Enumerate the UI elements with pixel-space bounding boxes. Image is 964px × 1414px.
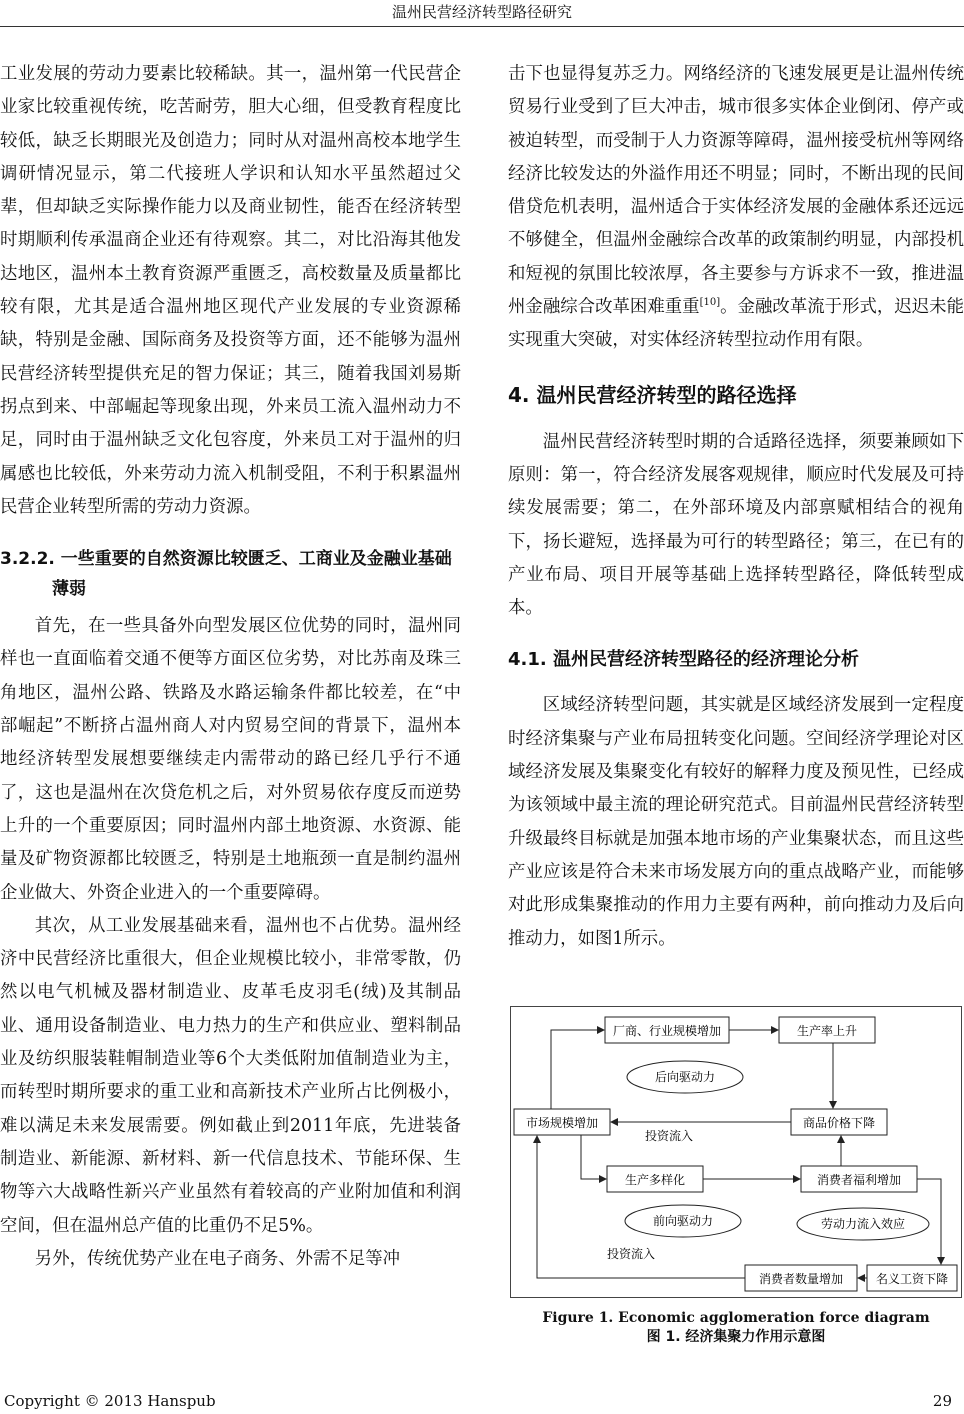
node-industry-scale xyxy=(605,1017,729,1043)
right-paragraph-2: 温州民营经济转型时期的合适路径选择，须要兼顾如下原则：第一，符合经济发展客观规律，顺应时代发展及可持续发展需要；第二，在外部环境及内部禀赋相结合的视角下，扬长避短，选择最为可行的转型路径；第三，在已有的产业布局、项目开展等基础上选择转型路径，降低转型成本。 xyxy=(508,431,964,619)
diagram-arrows xyxy=(537,1030,941,1278)
left-paragraph-3: 其次，从工业发展基础来看，温州也不占优势。温州经济中民营经济比重很大，但企业规模比较小，非常零散，仍然以电气机械及器材制造业、皮革毛皮羽毛(绒)及其制品业、通用设备制造业、电力热力的生产和供应业、塑料制品业及纺织服装鞋帽制造业等6个大类低附加值制造业为主，而转型时期所要求的重工业和高新技术产业所占比例极小，难以满足未来发展需要。例如截止到2011年底，先进装备制造业、新能源、新材料、新一代信息技术、节能环保、生物等六大战略性新兴产业虽然有着较高的产业附加值和利润空间，但在温州总产值的比重仍不足5%。 xyxy=(0,915,461,1236)
figure-caption-chinese: 图 1. 经济集聚力作用示意图 xyxy=(646,1329,826,1345)
svg-text:消费者福利增加: 消费者福利增加 xyxy=(816,1173,902,1187)
svg-text:消费者数量增加: 消费者数量增加 xyxy=(758,1272,844,1286)
svg-text:名义工资下降: 名义工资下降 xyxy=(875,1272,949,1286)
label-investment-inflow-2: 投资流入 xyxy=(606,1247,656,1261)
node-diversification xyxy=(607,1166,703,1192)
oval-forward-force xyxy=(625,1205,741,1237)
section-heading-3-2-2: 3.2.2. 一些重要的自然资源比较匮乏、工商业及金融业基础薄弱 xyxy=(0,549,452,600)
left-column xyxy=(0,58,461,1276)
left-paragraph-1: 工业发展的劳动力要素比较稀缺。其一，温州第一代民营企业家比较重视传统，吃苦耐劳，胆大心细，但受教育程度比较低，缺乏长期眼光及创造力；同时从对温州高校本地学生调研情况显示，第二代接班人学识和认知水平虽然超过父辈，但却缺乏实际操作能力以及商业韧性，能否在经济转型时期顺利传承温商企业还有待观察。其二，对比沿海其他发达地区，温州本土教育资源严重匮乏，高校数量及质量都比较有限，尤其是适合温州地区现代产业发展的专业资源稀缺，特别是金融、国际商务及投资等方面，还不能够为温州民营经济转型提供充足的智力保证；其三，随着我国刘易斯拐点到来、中部崛起等现象出现，外来员工流入温州动力不足，同时由于温州缺乏文化包容度，外来员工对于温州的归属感也比较低，外来劳动力流入机制受阻，不利于积累温州民营企业转型所需的劳动力资源。 xyxy=(0,64,461,517)
svg-text:前向驱动力: 前向驱动力 xyxy=(652,1214,714,1228)
right-paragraph-1-tail: 。金融改革流于形式，迟迟未能实现重大突破，对实体经济转型拉动作用有限。 xyxy=(508,297,964,351)
section-heading-4-1: 4.1. 温州民营经济转型路径的经济理论分析 xyxy=(508,649,859,671)
section-heading-4: 4. 温州民营经济转型的路径选择 xyxy=(508,382,797,407)
figure-1-frame xyxy=(510,1006,962,1298)
svg-text:市场规模增加: 市场规模增加 xyxy=(525,1116,599,1130)
node-market-scale xyxy=(514,1109,610,1135)
header-rule xyxy=(0,26,964,27)
node-consumer-count xyxy=(745,1265,857,1291)
node-productivity xyxy=(779,1017,875,1043)
right-paragraph-3: 区域经济转型问题，其实就是区域经济发展到一定程度时经济集聚与产业布局扭转变化问题。空间经济学理论对区域经济发展及集聚变化有较好的解释力度及预见性，已经成为该领域中最主流的理论研究范式。目前温州民营经济转型升级最终目标就是加强本地市场的产业集聚状态，而且这些产业应该是符合未来市场发展方向的重点战略产业，而能够对此形成集聚推动的作用力主要有两种，前向推动力及后向推动力，如图1所示。 xyxy=(508,695,964,949)
right-paragraph-1-text: 击下也显得复苏乏力。网络经济的飞速发展更是让温州传统贸易行业受到了巨大冲击，城市很多实体企业倒闭、停产或被迫转型，而受制于人力资源等障碍，温州接受杭州等网络经济比较发达的外溢作用还不明显；同时，不断出现的民间借贷危机表明，温州适合于实体经济发展的金融体系还远远不够健全，但温州金融综合改革的政策制约明显，内部投机和短视的氛围比较浓厚，各主要参与方诉求不一致，推进温州金融综合改革困难重重 xyxy=(508,64,964,318)
svg-text:厂商、行业规模增加: 厂商、行业规模增加 xyxy=(612,1024,722,1038)
running-title: 温州民营经济转型路径研究 xyxy=(391,3,572,21)
svg-text:后向驱动力: 后向驱动力 xyxy=(654,1070,716,1084)
left-paragraph-4: 另外，传统优势产业在电子商务、外需不足等冲 xyxy=(34,1248,401,1269)
svg-text:商品价格下降: 商品价格下降 xyxy=(802,1116,876,1130)
oval-labor-inflow xyxy=(797,1208,929,1240)
footer-copyright: Copyright © 2013 Hanspub xyxy=(4,1392,216,1410)
figure-caption-english: Figure 1. Economic agglomeration force diagram xyxy=(542,1310,930,1326)
node-welfare xyxy=(801,1166,917,1192)
page-number: 29 xyxy=(932,1392,952,1410)
node-price-drop xyxy=(791,1109,887,1135)
right-paragraph-1 xyxy=(508,58,964,358)
oval-backward-force xyxy=(627,1061,743,1093)
node-nominal-wage xyxy=(867,1265,957,1291)
svg-text:劳动力流入效应: 劳动力流入效应 xyxy=(820,1217,906,1231)
agglomeration-diagram xyxy=(511,1007,961,1297)
svg-text:生产多样化: 生产多样化 xyxy=(624,1173,686,1187)
svg-text:生产率上升: 生产率上升 xyxy=(796,1024,858,1038)
label-investment-inflow-1: 投资流入 xyxy=(644,1129,694,1143)
citation-ref: [10] xyxy=(699,297,721,309)
right-column xyxy=(508,58,964,956)
left-paragraph-2: 首先，在一些具备外向型发展区位优势的同时，温州同样也一直面临着交通不便等方面区位劣势，对比苏南及珠三角地区，温州公路、铁路及水路运输条件都比较差，在“中部崛起”不断挤占温州商人对内贸易空间的背景下，温州本地经济转型发展想要继续走内需带动的路已经几乎行不通了，这也是温州在次贷危机之后，对外贸易依存度反而逆势上升的一个重要原因；同时温州内部土地资源、水资源、能量及矿物资源都比较匮乏，特别是土地瓶颈一直是制约温州企业做大、外资企业进入的一个重要障碍。 xyxy=(0,616,461,903)
